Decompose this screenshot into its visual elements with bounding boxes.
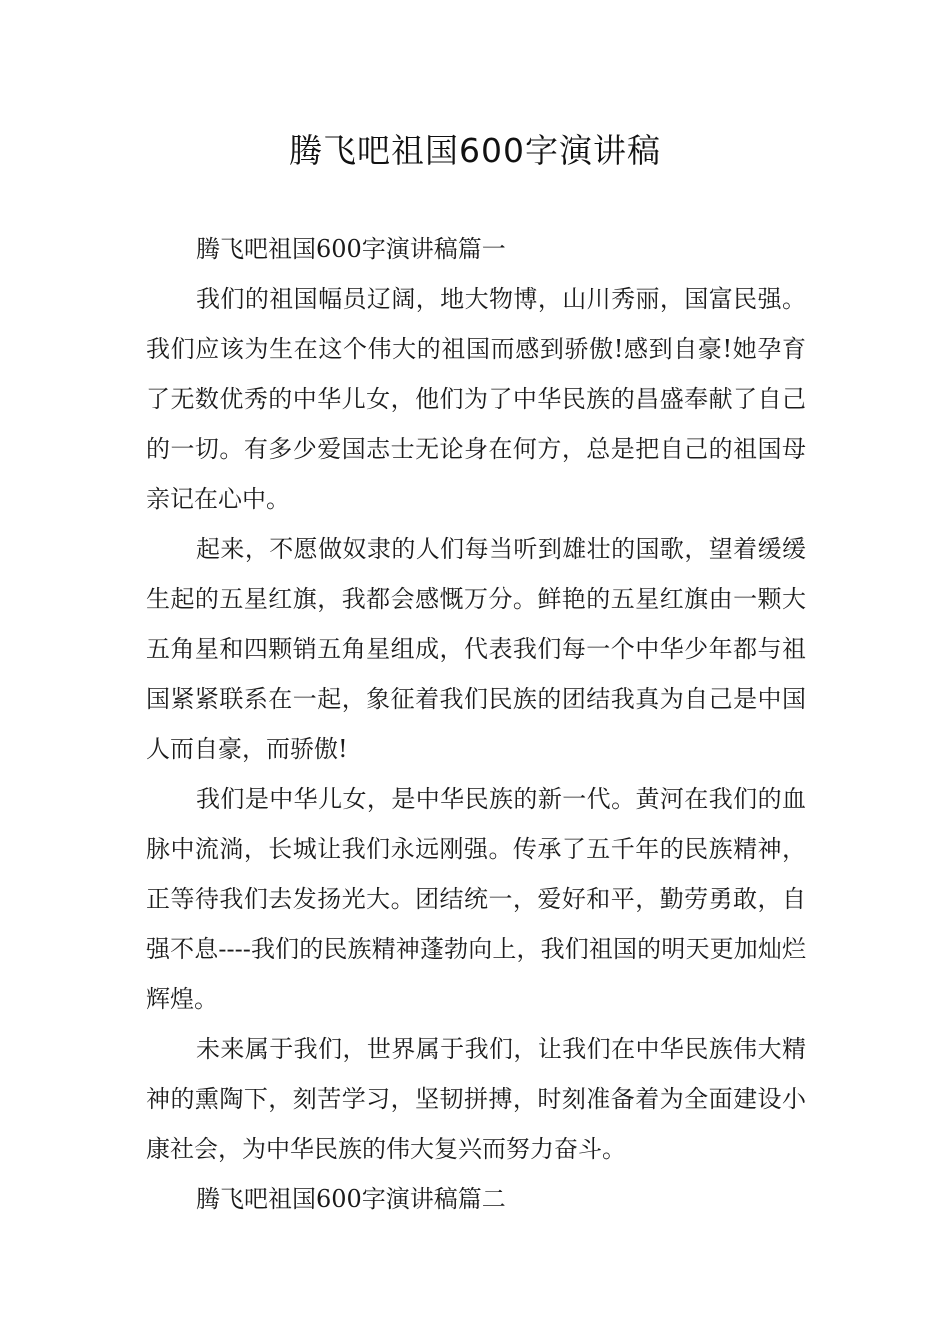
- paragraph-3: 我们是中华儿女，是中华民族的新一代。黄河在我们的血脉中流淌，长城让我们永远刚强。传承了五千年的民族精神，正等待我们去发扬光大。团结统一，爱好和平，勤劳勇敢，自强不息----我们的民族精神蓬勃向上，我们祖国的明天更加灿烂辉煌。: [146, 785, 806, 1013]
- document-body: [146, 224, 806, 1224]
- paragraph-4: 未来属于我们，世界属于我们，让我们在中华民族伟大精神的熏陶下，刻苦学习，坚韧拼搏，时刻准备着为全面建设小康社会，为中华民族的伟大复兴而努力奋斗。: [146, 1035, 806, 1163]
- section-heading-2: 腾飞吧祖国600字演讲稿篇二: [196, 1185, 506, 1213]
- paragraph-1: 我们的祖国幅员辽阔，地大物博，山川秀丽，国富民强。我们应该为生在这个伟大的祖国而感到骄傲!感到自豪!她孕育了无数优秀的中华儿女，他们为了中华民族的昌盛奉献了自己的一切。有多少爱国志士无论身在何方，总是把自己的祖国母亲记在心中。: [146, 285, 806, 513]
- paragraph-2: 起来，不愿做奴隶的人们每当听到雄壮的国歌，望着缓缓生起的五星红旗，我都会感慨万分。鲜艳的五星红旗由一颗大五角星和四颗销五角星组成，代表我们每一个中华少年都与祖国紧紧联系在一起，象征着我们民族的团结我真为自己是中国人而自豪，而骄傲!: [146, 535, 806, 763]
- page-title: 腾飞吧祖国600字演讲稿: [289, 131, 661, 170]
- section-heading-1: 腾飞吧祖国600字演讲稿篇一: [196, 235, 506, 263]
